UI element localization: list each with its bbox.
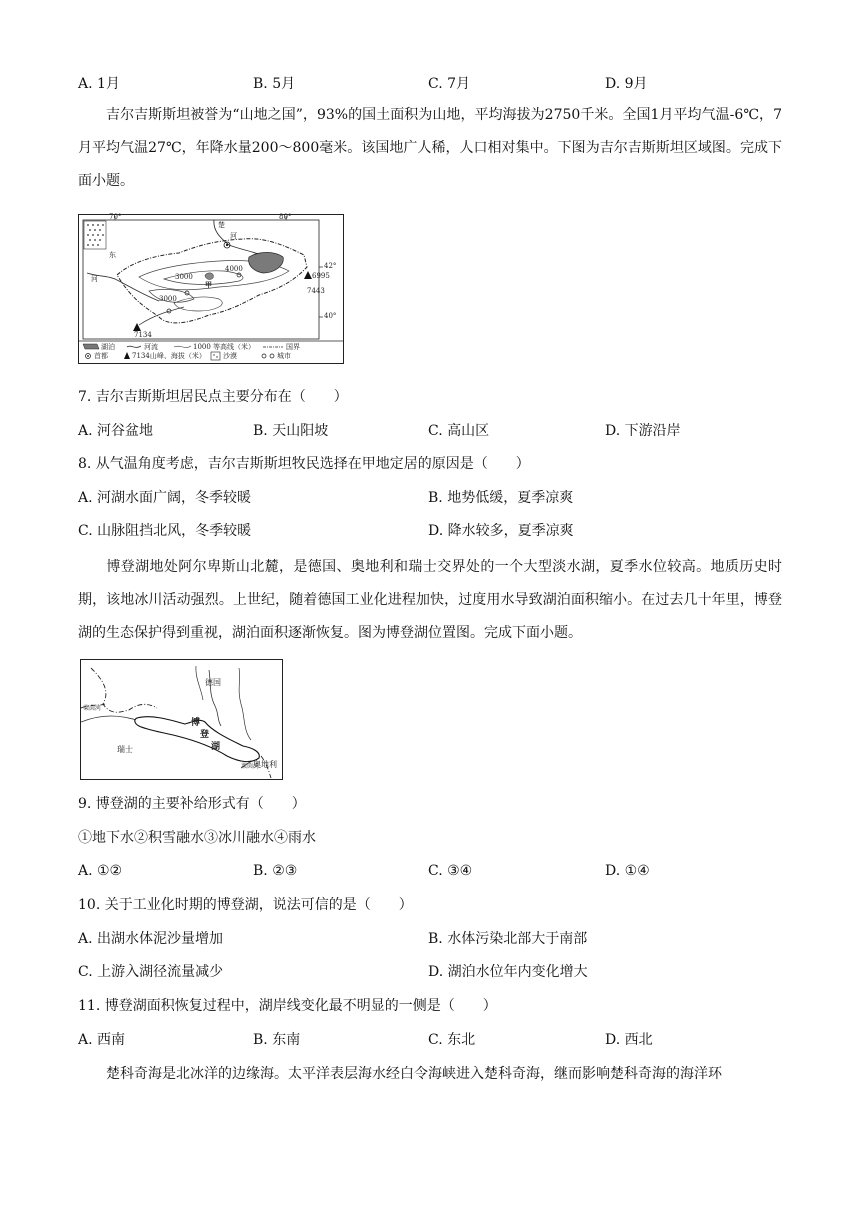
q11-option-c[interactable]: C. 东北: [428, 1032, 476, 1048]
chukchi-intro-paragraph: [78, 1058, 782, 1091]
q11-stem: 11. 博登湖面积恢复过程中，湖岸线变化最不明显的一侧是（ ）: [78, 998, 497, 1014]
map-river-label: 河: [91, 275, 98, 283]
q7-option-d[interactable]: D. 下游沿岸: [605, 423, 681, 439]
map-rhine-south-label: 莱茵河: [241, 763, 260, 770]
map-lake-char-2: 登: [200, 730, 210, 740]
map-lat-42: 42°: [324, 262, 337, 270]
map-peak-7443: 7443: [307, 287, 325, 295]
q11-option-b[interactable]: B. 东南: [253, 1032, 301, 1048]
q10-option-d[interactable]: D. 湖泊水位年内变化增大: [428, 964, 588, 980]
q8-option-b[interactable]: B. 地势低缓，夏季凉爽: [428, 490, 574, 506]
legend-contour: 1000 等高线（米）: [193, 343, 256, 351]
q6-option-a[interactable]: A. 1月: [78, 76, 120, 92]
q7-option-c[interactable]: C. 高山区: [428, 423, 490, 439]
q9-stem: 9. 博登湖的主要补给形式有（ ）: [78, 796, 306, 812]
map-east-label: 东: [109, 251, 116, 259]
q6-option-d[interactable]: D. 9月: [605, 76, 648, 92]
kyrgyzstan-map-graphic: [79, 215, 343, 363]
q6-option-b[interactable]: B. 5月: [253, 76, 296, 92]
bodensee-intro-paragraph: [78, 551, 782, 650]
q10-option-c[interactable]: C. 上游入湖径流量减少: [78, 964, 224, 980]
map-switzerland-label: 瑞士: [117, 745, 133, 754]
legend-city: 城市: [277, 352, 291, 360]
map-chu-label: 楚: [218, 221, 225, 229]
bodensee-map-graphic: [81, 660, 282, 779]
q6-option-c[interactable]: C. 7月: [428, 76, 471, 92]
q9-option-a[interactable]: A. ①②: [78, 863, 123, 879]
legend-capital: 首都: [94, 352, 108, 360]
map-lon-80: 80°: [279, 213, 292, 221]
legend-river: 河流: [144, 343, 158, 351]
q9-option-d[interactable]: D. ①④: [605, 863, 650, 879]
kyrgyz-intro-paragraph: [78, 99, 782, 198]
q7-stem: 7. 吉尔吉斯斯坦居民点主要分布在（ ）: [78, 389, 348, 405]
q11-option-a[interactable]: A. 西南: [78, 1032, 126, 1048]
q10-stem: 10. 关于工业化时期的博登湖，说法可信的是（ ）: [78, 897, 413, 913]
q9-option-b[interactable]: B. ②③: [253, 863, 298, 879]
kyrgyz-intro-text: 吉尔吉斯斯坦被誉为“山地之国”，93%的国土面积为山地，平均海拔为2750千米。全国1月平均气温-6℃，7月平均气温27℃，年降水量200～800毫米。该国地广人稀，人口相对集中。下图为吉尔吉斯斯坦区域图。完成下面小题。: [78, 107, 782, 189]
q8-option-d[interactable]: D. 降水较多，夏季凉爽: [428, 523, 574, 539]
q7-option-a[interactable]: A. 河谷盆地: [78, 423, 154, 439]
q8-option-a[interactable]: A. 河湖水面广阔，冬季较暖: [78, 490, 252, 506]
map-peak-7134: 7134: [134, 331, 152, 339]
q11-option-d[interactable]: D. 西北: [605, 1032, 653, 1048]
q8-option-c[interactable]: C. 山脉阻挡北风，冬季较暖: [78, 523, 252, 539]
legend-lake: 湖泊: [101, 343, 115, 351]
map-lat-40: 40°: [324, 312, 337, 320]
map-lon-70: 70°: [109, 213, 122, 221]
map-contour-3000b: 3000: [159, 295, 177, 303]
legend-desert: 沙漠: [223, 352, 237, 360]
map-chu-river-label: 河: [230, 232, 237, 240]
map-lake-char-1: 博: [191, 718, 201, 728]
q9-option-c[interactable]: C. ③④: [428, 863, 473, 879]
map-austria-label: 奥地利: [253, 760, 277, 769]
map-jia-label: 甲: [205, 280, 212, 289]
map-lake-char-3: 湖: [211, 742, 221, 752]
bodensee-intro-text: 博登湖地处阿尔卑斯山北麓，是德国、奥地利和瑞士交界处的一个大型淡水湖，夏季水位较高。地质历史时期，该地冰川活动强烈。上世纪，随着德国工业化进程加快，过度用水导致湖泊面积缩小。在过去几十年里，博登湖的生态保护得到重视，湖泊面积逐渐恢复。图为博登湖位置图。完成下面小题。: [78, 559, 782, 641]
map-peak-6995: 6995: [312, 272, 330, 280]
legend-peak: 7134山峰、海拔（米）: [132, 352, 206, 360]
kyrgyzstan-map: [78, 214, 344, 364]
legend-border: 国界: [286, 343, 300, 351]
map-germany-label: 德国: [205, 678, 221, 687]
bodensee-map: [80, 659, 283, 780]
q8-stem: 8. 从气温角度考虑，吉尔吉斯斯坦牧民选择在甲地定居的原因是（ ）: [78, 456, 530, 472]
q10-option-a[interactable]: A. 出湖水体泥沙量增加: [78, 931, 224, 947]
map-rhine-west-label: 莱茵河: [83, 705, 102, 712]
q9-items: ①地下水②积雪融水③冰川融水④雨水: [78, 830, 316, 846]
q7-option-b[interactable]: B. 天山阳坡: [253, 423, 329, 439]
map-contour-4000: 4000: [225, 265, 243, 273]
chukchi-intro-text: 楚科奇海是北冰洋的边缘海。太平洋表层海水经白令海峡进入楚科奇海，继而影响楚科奇海的海洋环: [106, 1066, 722, 1082]
q10-option-b[interactable]: B. 水体污染北部大于南部: [428, 931, 588, 947]
map-contour-3000: 3000: [175, 273, 193, 281]
